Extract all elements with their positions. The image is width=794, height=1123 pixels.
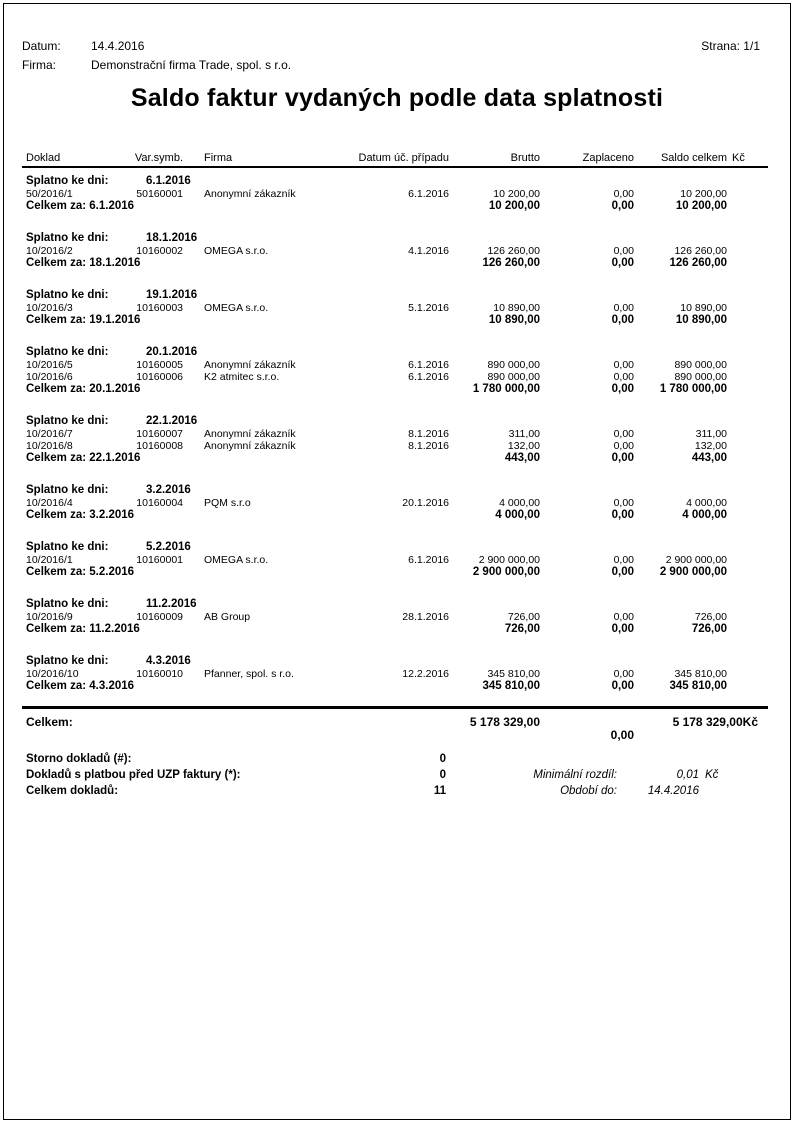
- spacer: [727, 611, 768, 623]
- footer-row-storno: [26, 751, 768, 767]
- column-header-varsymb: Var.symb.: [134, 152, 183, 164]
- invoice-row: [26, 428, 768, 440]
- cell-saldo: 4 000,00: [686, 497, 727, 509]
- grand-total-row: [26, 716, 768, 729]
- cell-datum: 8.1.2016: [408, 428, 449, 440]
- cell-datum: 20.1.2016: [402, 497, 449, 509]
- group-rows: [26, 428, 768, 452]
- grand-total: [26, 716, 768, 742]
- due-date: 20.1.2016: [146, 346, 198, 358]
- cell-brutto: 10 200,00: [493, 188, 540, 200]
- group-total-row: [26, 314, 768, 327]
- spacer: [727, 188, 768, 200]
- spacer: [727, 302, 768, 314]
- spacer: [699, 751, 768, 767]
- due-label: Splatno ke dni:: [26, 655, 109, 667]
- total-docs-value: 11: [433, 785, 446, 797]
- cell-firma: Anonymní zákazník: [204, 359, 296, 371]
- cell-varsymb: 10160008: [136, 440, 183, 452]
- group-rows: [26, 188, 768, 200]
- group-total-saldo: 10 200,00: [675, 200, 727, 212]
- cell-saldo: 311,00: [695, 428, 727, 440]
- spacer: [727, 452, 768, 465]
- due-date-group: [26, 655, 768, 693]
- cell-firma: OMEGA s.r.o.: [204, 302, 269, 314]
- due-date-group: [26, 289, 768, 327]
- spacer: [727, 200, 768, 213]
- table-column-header: [26, 152, 768, 165]
- due-date-group: [26, 541, 768, 579]
- group-total-zaplaceno: 0,00: [611, 257, 634, 269]
- min-diff-currency: Kč: [705, 769, 719, 781]
- cell-zaplaceno: 0,00: [613, 668, 634, 680]
- invoice-groups: [26, 175, 768, 712]
- group-total-label: Celkem za: 4.3.2016: [26, 680, 135, 692]
- storno-label: Storno dokladů (#):: [26, 753, 132, 765]
- group-rows: [26, 359, 768, 383]
- cell-brutto: 311,00: [508, 428, 540, 440]
- group-total-saldo: 345 810,00: [669, 680, 727, 692]
- cell-varsymb: 10160001: [136, 554, 183, 566]
- group-total-saldo: 2 900 000,00: [659, 566, 727, 578]
- cell-firma: Anonymní zákazník: [204, 440, 296, 452]
- due-date-header: [26, 655, 768, 668]
- cell-brutto: 126 260,00: [487, 245, 540, 257]
- group-rows: [26, 668, 768, 680]
- group-rows: [26, 611, 768, 623]
- due-label: Splatno ke dni:: [26, 484, 109, 496]
- invoice-row: [26, 668, 768, 680]
- spacer: [727, 623, 768, 636]
- cell-saldo: 10 200,00: [680, 188, 727, 200]
- cell-doklad: 10/2016/7: [26, 428, 73, 440]
- cell-firma: Anonymní zákazník: [204, 188, 296, 200]
- spacer: [727, 680, 768, 693]
- spacer: [727, 371, 768, 383]
- cell-firma: OMEGA s.r.o.: [204, 245, 269, 257]
- due-date-group: [26, 232, 768, 270]
- cell-firma: PQM s.r.o: [204, 497, 251, 509]
- footer-row-uzp: [26, 767, 768, 783]
- footer-row-total-docs: [26, 783, 768, 799]
- group-rows: [26, 302, 768, 314]
- column-header-zaplaceno: Zaplaceno: [582, 152, 634, 164]
- cell-varsymb: 50160001: [136, 188, 183, 200]
- due-label: Splatno ke dni:: [26, 346, 109, 358]
- due-label: Splatno ke dni:: [26, 232, 109, 244]
- cell-brutto: 726,00: [507, 611, 540, 623]
- min-diff-value: 0,01: [676, 769, 699, 781]
- cell-varsymb: 10160006: [136, 371, 183, 383]
- due-date-header: [26, 598, 768, 611]
- due-date: 22.1.2016: [146, 415, 198, 427]
- cell-saldo: 345 810,00: [674, 668, 727, 680]
- grand-total-currency: Kč: [742, 715, 758, 729]
- due-date: 5.2.2016: [146, 541, 191, 553]
- cell-doklad: 10/2016/2: [26, 245, 73, 257]
- group-total-label: Celkem za: 6.1.2016: [26, 200, 135, 212]
- due-date-header: [26, 484, 768, 497]
- cell-doklad: 10/2016/5: [26, 359, 73, 371]
- column-header-doklad: Doklad: [26, 152, 61, 164]
- cell-saldo: 890 000,00: [674, 359, 727, 371]
- group-rows: [26, 497, 768, 509]
- group-total-saldo: 4 000,00: [682, 509, 727, 521]
- period-value: 14.4.2016: [647, 785, 699, 797]
- group-total-row: [26, 200, 768, 213]
- group-total-label: Celkem za: 5.2.2016: [26, 566, 135, 578]
- cell-varsymb: 10160002: [136, 245, 183, 257]
- report-title: Saldo faktur vydaných podle data splatnosti: [130, 84, 664, 112]
- cell-datum: 12.2.2016: [402, 668, 449, 680]
- cell-doklad: 10/2016/9: [26, 611, 73, 623]
- cell-datum: 6.1.2016: [408, 371, 449, 383]
- cell-doklad: 10/2016/8: [26, 440, 73, 452]
- period-label: Období do:: [560, 785, 617, 797]
- cell-datum: 28.1.2016: [402, 611, 449, 623]
- company-row: [22, 58, 291, 72]
- invoice-row: [26, 302, 768, 314]
- invoice-row: [26, 497, 768, 509]
- cell-brutto: 4 000,00: [499, 497, 540, 509]
- due-date: 18.1.2016: [146, 232, 198, 244]
- cell-varsymb: 10160010: [136, 668, 183, 680]
- spacer: [699, 783, 768, 799]
- invoice-row: [26, 245, 768, 257]
- spacer: [727, 497, 768, 509]
- cell-doklad: 50/2016/1: [26, 188, 73, 200]
- cell-saldo: 726,00: [694, 611, 727, 623]
- spacer: [727, 257, 768, 270]
- due-date-header: [26, 541, 768, 554]
- column-header-saldo: Saldo celkem: [660, 152, 727, 164]
- spacer: [727, 668, 768, 680]
- spacer: [727, 566, 768, 579]
- due-date-header: [26, 415, 768, 428]
- group-total-brutto: 726,00: [504, 623, 540, 635]
- report-date-label: Datum:: [22, 39, 61, 53]
- cell-brutto: 890 000,00: [487, 359, 540, 371]
- min-diff-label: Minimální rozdíl:: [533, 769, 617, 781]
- group-total-brutto: 4 000,00: [495, 509, 540, 521]
- cell-firma: Pfanner, spol. s r.o.: [204, 668, 294, 680]
- group-total-brutto: 345 810,00: [482, 680, 540, 692]
- group-total-brutto: 2 900 000,00: [472, 566, 540, 578]
- cell-firma: Anonymní zákazník: [204, 428, 296, 440]
- cell-zaplaceno: 0,00: [613, 428, 634, 440]
- grand-total-saldo: [634, 716, 768, 729]
- group-total-zaplaceno: 0,00: [611, 314, 634, 326]
- grand-total-zaplaceno-row: [26, 729, 768, 742]
- cell-zaplaceno: 0,00: [613, 188, 634, 200]
- spacer: [727, 440, 768, 452]
- cell-doklad: 10/2016/10: [26, 668, 79, 680]
- group-total-saldo: 443,00: [691, 452, 727, 464]
- group-total-label: Celkem za: 20.1.2016: [26, 383, 141, 395]
- cell-zaplaceno: 0,00: [613, 245, 634, 257]
- due-date-group: [26, 346, 768, 396]
- spacer: [617, 751, 699, 767]
- spacer: [727, 314, 768, 327]
- due-label: Splatno ke dni:: [26, 541, 109, 553]
- group-total-row: [26, 509, 768, 522]
- cell-saldo: 10 890,00: [680, 302, 727, 314]
- invoice-row: [26, 611, 768, 623]
- company-label: Firma:: [22, 58, 56, 72]
- group-rows: [26, 554, 768, 566]
- spacer: [727, 245, 768, 257]
- cell-datum: 8.1.2016: [408, 440, 449, 452]
- group-total-zaplaceno: 0,00: [611, 680, 634, 692]
- group-total-saldo: 726,00: [691, 623, 727, 635]
- cell-zaplaceno: 0,00: [613, 611, 634, 623]
- page-number: Strana: 1/1: [701, 39, 760, 53]
- due-label: Splatno ke dni:: [26, 289, 109, 301]
- uzp-value: 0: [439, 769, 446, 781]
- group-rows: [26, 245, 768, 257]
- grand-total-separator: [22, 706, 768, 709]
- header-underline: [22, 166, 768, 168]
- total-docs-label: Celkem dokladů:: [26, 785, 119, 797]
- group-total-label: Celkem za: 11.2.2016: [26, 623, 140, 635]
- group-total-label: Celkem za: 19.1.2016: [26, 314, 141, 326]
- invoice-row: [26, 371, 768, 383]
- column-header-firma: Firma: [204, 152, 233, 164]
- group-total-row: [26, 623, 768, 636]
- group-total-brutto: 10 890,00: [488, 314, 540, 326]
- group-total-row: [26, 383, 768, 396]
- group-total-saldo: 1 780 000,00: [659, 383, 727, 395]
- due-date-header: [26, 175, 768, 188]
- group-total-zaplaceno: 0,00: [611, 566, 634, 578]
- column-header-kc: Kč: [732, 152, 745, 164]
- report-footer: [26, 751, 768, 799]
- group-total-brutto: 443,00: [504, 452, 540, 464]
- column-header-datum: Datum úč. případu: [358, 152, 449, 164]
- group-total-zaplaceno: 0,00: [611, 509, 634, 521]
- spacer: [634, 729, 768, 742]
- due-date: 4.3.2016: [146, 655, 191, 667]
- due-date: 19.1.2016: [146, 289, 198, 301]
- cell-brutto: 890 000,00: [487, 371, 540, 383]
- cell-saldo: 890 000,00: [674, 371, 727, 383]
- due-date-group: [26, 175, 768, 213]
- cell-saldo: 126 260,00: [674, 245, 727, 257]
- group-total-brutto: 10 200,00: [488, 200, 540, 212]
- cell-varsymb: 10160005: [136, 359, 183, 371]
- report-date-row: [22, 39, 144, 53]
- spacer: [446, 751, 617, 767]
- group-total-saldo: 126 260,00: [669, 257, 727, 269]
- invoice-row: [26, 188, 768, 200]
- group-total-saldo: 10 890,00: [675, 314, 727, 326]
- due-date: 11.2.2016: [146, 598, 197, 610]
- cell-brutto: 132,00: [507, 440, 540, 452]
- cell-zaplaceno: 0,00: [613, 497, 634, 509]
- spacer: [727, 554, 768, 566]
- cell-zaplaceno: 0,00: [613, 359, 634, 371]
- grand-total-zaplaceno: 0,00: [610, 728, 634, 742]
- spacer: [26, 729, 450, 742]
- cell-varsymb: 10160009: [136, 611, 183, 623]
- due-date: 3.2.2016: [146, 484, 191, 496]
- due-date-group: [26, 484, 768, 522]
- uzp-label: Dokladů s platbou před UZP faktury (*):: [26, 769, 241, 781]
- due-date-group: [26, 598, 768, 636]
- cell-saldo: 2 900 000,00: [665, 554, 727, 566]
- report-date-value: 14.4.2016: [91, 39, 145, 53]
- cell-firma: AB Group: [204, 611, 251, 623]
- cell-saldo: 132,00: [694, 440, 727, 452]
- grand-total-saldo-value: 5 178 329,00: [672, 715, 743, 729]
- due-date-header: [26, 289, 768, 302]
- cell-doklad: 10/2016/3: [26, 302, 73, 314]
- cell-varsymb: 10160007: [136, 428, 183, 440]
- group-total-zaplaceno: 0,00: [611, 452, 634, 464]
- cell-doklad: 10/2016/4: [26, 497, 73, 509]
- due-label: Splatno ke dni:: [26, 598, 109, 610]
- cell-brutto: 345 810,00: [487, 668, 540, 680]
- group-total-zaplaceno: 0,00: [611, 623, 634, 635]
- cell-brutto: 2 900 000,00: [478, 554, 540, 566]
- grand-total-label: Celkem:: [26, 715, 73, 729]
- group-total-zaplaceno: 0,00: [611, 200, 634, 212]
- spacer: [727, 359, 768, 371]
- group-total-label: Celkem za: 3.2.2016: [26, 509, 135, 521]
- cell-varsymb: 10160003: [136, 302, 183, 314]
- group-total-label: Celkem za: 22.1.2016: [26, 452, 141, 464]
- column-header-brutto: Brutto: [510, 152, 540, 164]
- cell-doklad: 10/2016/1: [26, 554, 73, 566]
- due-date-group: [26, 415, 768, 465]
- cell-varsymb: 10160004: [136, 497, 183, 509]
- cell-doklad: 10/2016/6: [26, 371, 73, 383]
- invoice-row: [26, 440, 768, 452]
- invoice-row: [26, 554, 768, 566]
- spacer: [727, 509, 768, 522]
- group-total-brutto: 126 260,00: [482, 257, 540, 269]
- spacer: [450, 729, 540, 742]
- cell-datum: 6.1.2016: [408, 359, 449, 371]
- group-total-zaplaceno: 0,00: [611, 383, 634, 395]
- cell-zaplaceno: 0,00: [613, 302, 634, 314]
- grand-total-brutto: 5 178 329,00: [469, 715, 540, 729]
- spacer: [727, 383, 768, 396]
- cell-firma: K2 atmitec s.r.o.: [204, 371, 280, 383]
- group-total-row: [26, 257, 768, 270]
- due-date-header: [26, 232, 768, 245]
- group-total-label: Celkem za: 18.1.2016: [26, 257, 141, 269]
- due-date: 6.1.2016: [146, 175, 191, 187]
- due-label: Splatno ke dni:: [26, 175, 109, 187]
- company-value: Demonstrační firma Trade, spol. s r.o.: [91, 58, 292, 72]
- cell-firma: OMEGA s.r.o.: [204, 554, 269, 566]
- storno-value: 0: [439, 753, 446, 765]
- group-total-brutto: 1 780 000,00: [472, 383, 540, 395]
- invoice-row: [26, 359, 768, 371]
- cell-zaplaceno: 0,00: [613, 371, 634, 383]
- cell-zaplaceno: 0,00: [613, 554, 634, 566]
- cell-datum: 4.1.2016: [408, 245, 449, 257]
- cell-zaplaceno: 0,00: [613, 440, 634, 452]
- due-label: Splatno ke dni:: [26, 415, 109, 427]
- cell-datum: 5.1.2016: [408, 302, 449, 314]
- due-date-header: [26, 346, 768, 359]
- group-total-row: [26, 566, 768, 579]
- cell-datum: 6.1.2016: [408, 554, 449, 566]
- group-total-row: [26, 680, 768, 693]
- cell-datum: 6.1.2016: [408, 188, 449, 200]
- group-total-row: [26, 452, 768, 465]
- cell-brutto: 10 890,00: [493, 302, 540, 314]
- spacer: [727, 428, 768, 440]
